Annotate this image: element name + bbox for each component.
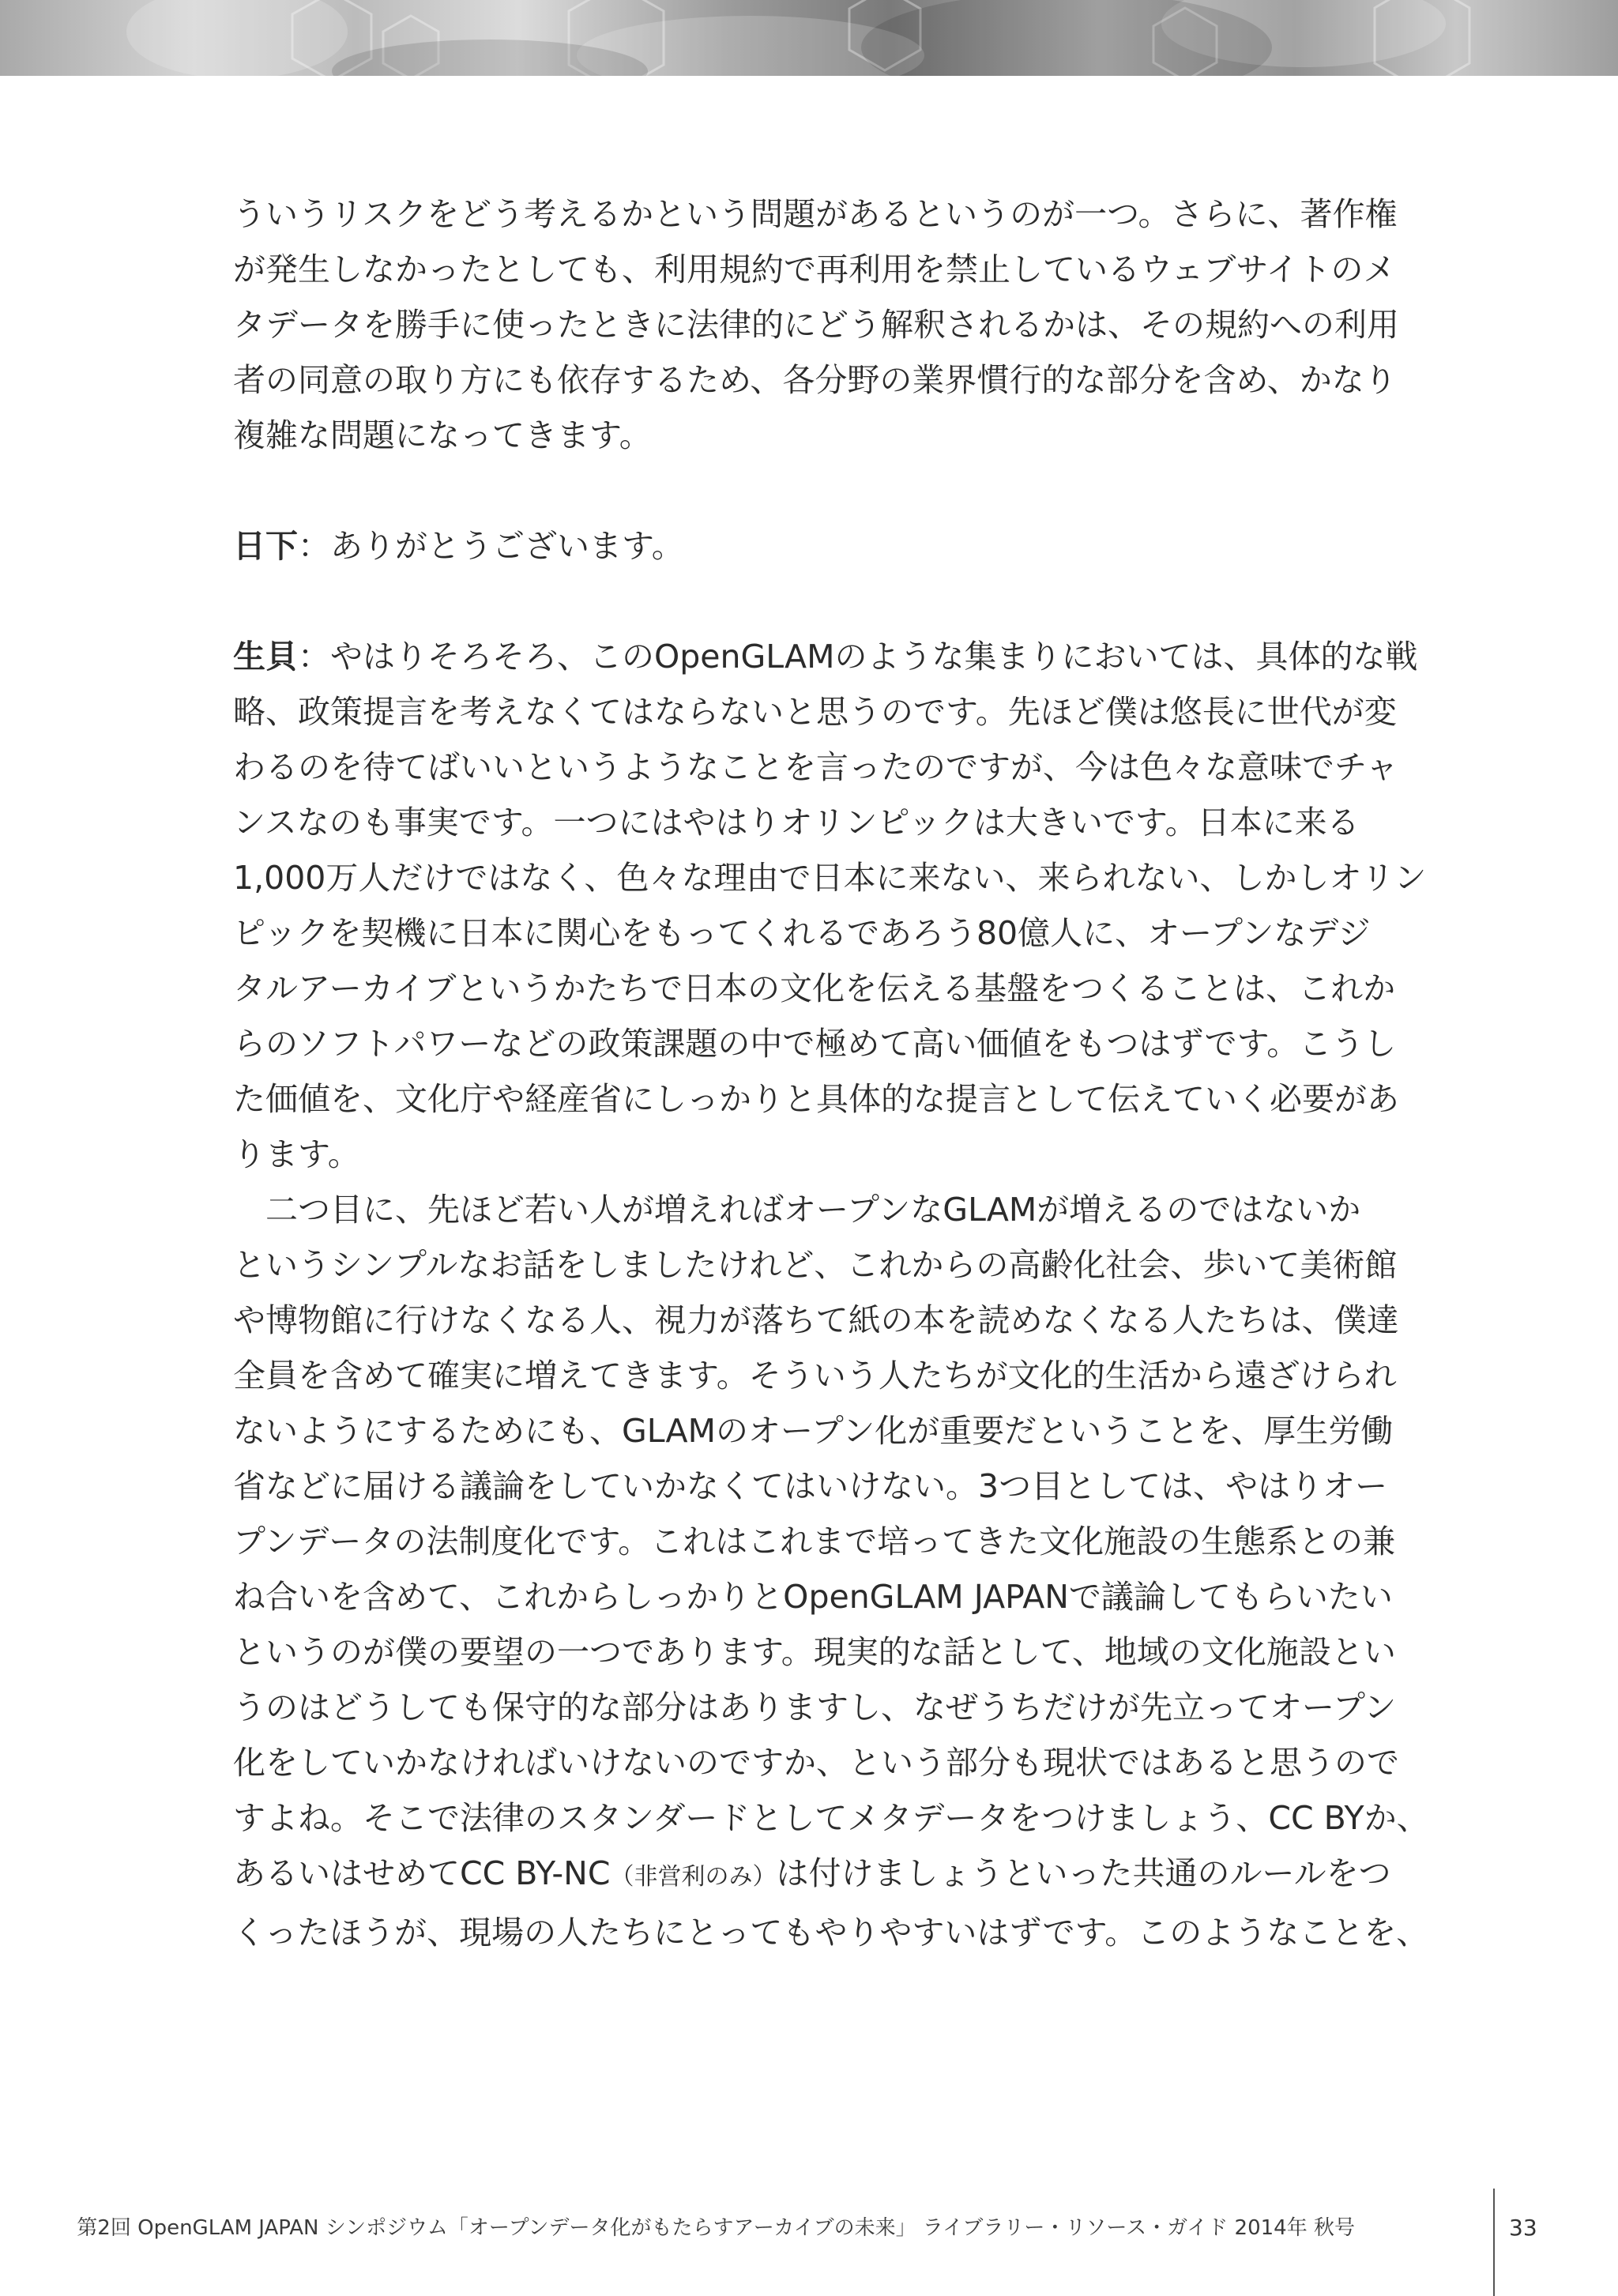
speech-text: ：ありがとうございます。 xyxy=(298,527,684,565)
text-line: 略、政策提言を考えなくてはならないと思うのです。先ほど僕は悠長に世代が変 xyxy=(233,693,1397,731)
text-line xyxy=(233,518,1418,574)
page-footer xyxy=(77,2212,1497,2260)
speaker-name: 生貝 xyxy=(233,638,298,676)
text-line: というシンプルなお話をしましたけれど、これからの高齢化社会、歩いて美術館 xyxy=(233,1246,1398,1284)
text-line: が発生しなかったとしても、利用規約で再利用を禁止しているウェブサイトのメ xyxy=(233,250,1396,288)
header-decoration-band xyxy=(0,0,1618,76)
text-line: 省などに届ける議論をしていかなくてはいけない。3つ目としては、やはりオー xyxy=(233,1467,1388,1505)
page-number: 33 xyxy=(1509,2215,1537,2241)
paragraph-kusaka xyxy=(233,518,1418,574)
text-line: くったほうが、現場の人たちにとってもやりやすいはずです。このようなことを、 xyxy=(233,1914,1429,1952)
speaker-name: 日下 xyxy=(233,527,298,565)
text-line xyxy=(233,1846,1418,1905)
paragraph-gap xyxy=(233,463,1418,518)
text-line: タルアーカイブというかたちで日本の文化を伝える基盤をつくることは、これか xyxy=(233,969,1396,1007)
speech-text: は付けましょうといった共通のルールをつ xyxy=(776,1854,1391,1892)
text-line: ね合いを含めて、これからしっかりとOpenGLAM JAPANで議論してもらいたい xyxy=(233,1578,1393,1616)
text-line: 二つ目に、先ほど若い人が増えればオープンなGLAMが増えるのではないか xyxy=(233,1191,1361,1229)
text-line: ピックを契機に日本に関心をもってくれるであろう80億人に、オープンなデジ xyxy=(233,914,1371,952)
text-line: らのソフトパワーなどの政策課題の中で極めて高い価値をもつはずです。こうし xyxy=(233,1025,1397,1063)
annotation-text: （非営利のみ） xyxy=(610,1863,777,1891)
text-line: ります。 xyxy=(233,1135,360,1173)
paragraph-continuation xyxy=(233,186,1418,463)
text-line: や博物館に行けなくなる人、視力が落ちて紙の本を読めなくなる人たちは、僕達 xyxy=(233,1301,1399,1339)
text-line: というのが僕の要望の一つであります。現実的な話として、地域の文化施設とい xyxy=(233,1633,1396,1671)
text-line: タデータを勝手に使ったときに法律的にどう解釈されるかは、その規約への利用 xyxy=(233,306,1399,344)
text-line: た価値を、文化庁や経産省にしっかりと具体的な提言として伝えていく必要があ xyxy=(233,1080,1399,1118)
paragraph-ikegai-continued xyxy=(233,1182,1429,1960)
footer-divider xyxy=(1493,2189,1495,2296)
hexagon-pattern-icon xyxy=(0,0,1618,76)
text-line xyxy=(233,629,1418,684)
text-line: すよね。そこで法律のスタンダードとしてメタデータをつけましょう、CC BYか、 xyxy=(233,1799,1429,1837)
text-line: うのはどうしても保守的な部分はありますし、なぜうちだけが先立ってオープン xyxy=(233,1688,1397,1726)
text-line: 1,000万人だけではなく、色々な理由で日本に来ない、来られない、しかしオリン xyxy=(233,859,1427,897)
text-line: 化をしていかなければいけないのですか、という部分も現状ではあると思うので xyxy=(233,1744,1399,1782)
speech-text: あるいはせめてCC BY-NC xyxy=(233,1854,611,1892)
paragraph-gap xyxy=(233,574,1418,629)
paragraph-ikegai xyxy=(233,629,1427,1182)
text-line: プンデータの法制度化です。これはこれまで培ってきた文化施設の生態系との兼 xyxy=(233,1523,1396,1560)
text-line: わるのを待てばいいというようなことを言ったのですが、今は色々な意味でチャ xyxy=(233,748,1398,786)
text-line: ンスなのも事実です。一つにはやはりオリンピックは大きいです。日本に来る xyxy=(233,804,1360,841)
speech-text: ：やはりそろそろ、このOpenGLAMのような集まりにおいては、具体的な戦 xyxy=(298,638,1418,676)
text-line: ういうリスクをどう考えるかという問題があるというのが一つ。さらに、著作権 xyxy=(233,195,1398,233)
article-body xyxy=(233,186,1429,1960)
text-line: 複雑な問題になってきます。 xyxy=(233,416,652,454)
footer-publication-info: 第2回 OpenGLAM JAPAN シンポジウム「オープンデータ化がもたらすアーカイブの未来」 ライブラリー・リソース・ガイド 2014年 秋号 xyxy=(77,2216,1355,2240)
text-line: 者の同意の取り方にも依存するため、各分野の業界慣行的な部分を含め、かなり xyxy=(233,361,1397,399)
text-line: 全員を含めて確実に増えてきます。そういう人たちが文化的生活から遠ざけられ xyxy=(233,1357,1397,1395)
text-line: ないようにするためにも、GLAMのオープン化が重要だということを、厚生労働 xyxy=(233,1412,1394,1450)
